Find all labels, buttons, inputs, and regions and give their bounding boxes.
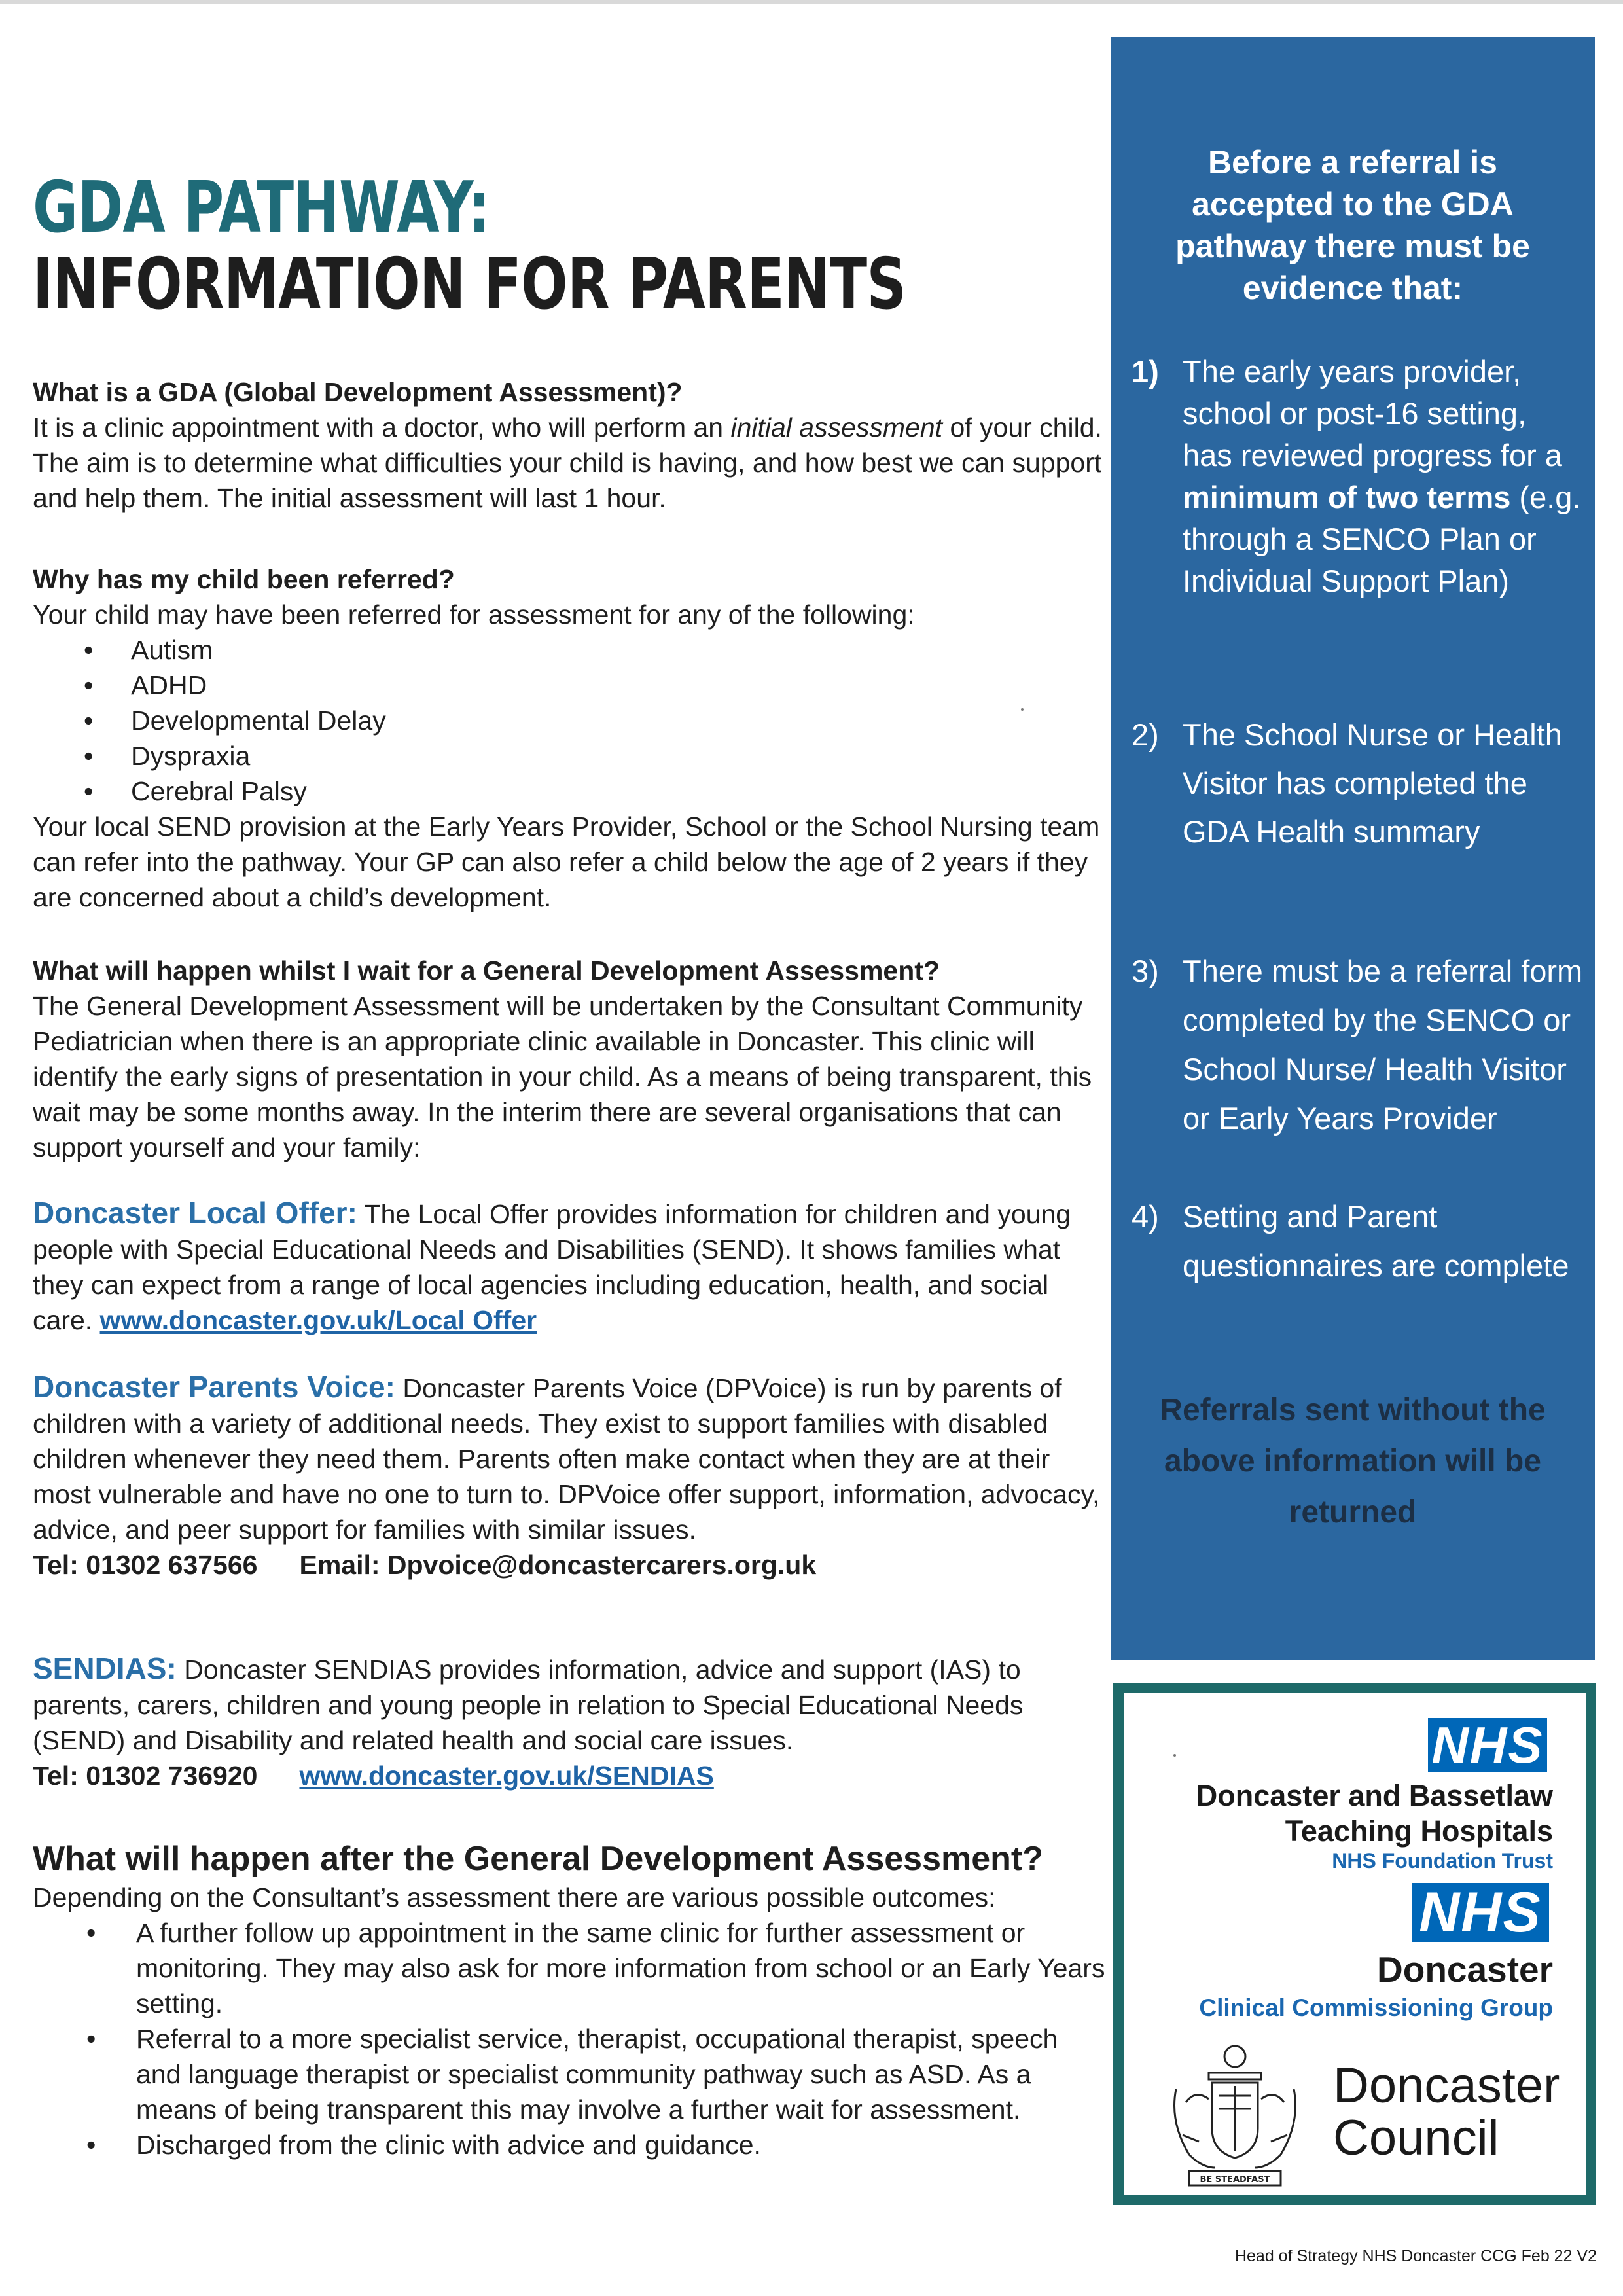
section-after-assessment — [33, 1838, 1106, 2162]
trust-name — [1196, 1778, 1553, 1849]
question-whilst-wait: What will happen whilst I wait for a General Development Assessment? — [33, 956, 940, 986]
parents-voice-text: Doncaster Parents Voice (DPVoice) is run by parents of children with a variety of additional needs. They exist to support families with disabled children whenever they need them. Parents often make contact when they are at their most vulnerable and have no one to turn to. DPVoice offer support, information, advocacy, advice, and peer support for families with similar issues. — [33, 1373, 1100, 1545]
list-item: • Dyspraxia — [33, 738, 1106, 774]
section-parents-voice — [33, 1369, 1106, 1583]
step-text: Setting and Parent questionnaires are complete — [1183, 1199, 1569, 1283]
list-item: • Developmental Delay — [33, 703, 1106, 738]
partner-logos-box — [1113, 1683, 1596, 2205]
step-number: 4) — [1132, 1199, 1159, 1234]
requirement-step-3 — [1132, 946, 1583, 1143]
whilst-wait-text: The General Development Assessment will be undertaken by the Consultant Community Pediatrician when there is an appropriate clinic available in Doncaster. This clinic will identify the early signs of presentation in your child. As a means of being transparent, this wait may be some months away. In the interim there are several organisations that can support yourself and your family: — [33, 991, 1092, 1162]
list-item: • Autism — [33, 632, 1106, 668]
list-item: • Referral to a more specialist service, therapist, occupational therapist, speech and language therapist or specialist community pathway such as ASD. As a means of being transparent this may involve a further wait for assessment. — [33, 2021, 1106, 2127]
list-item: • Cerebral Palsy — [33, 774, 1106, 809]
step-number: 2) — [1132, 717, 1159, 752]
parents-voice-email[interactable]: Email: Dpvoice@doncastercarers.org.uk — [299, 1550, 817, 1580]
requirement-step-1 — [1132, 351, 1583, 602]
section-whilst-wait — [33, 953, 1106, 1165]
council-name-line2: Council — [1333, 2110, 1499, 2166]
local-offer-text: The Local Offer provides information for children and young people with Special Educational Needs and Disabilities (SEND). It shows families what they can expect from a range of local agencies including education, health, and social care. — [33, 1199, 1071, 1335]
local-offer-paragraph — [33, 1195, 1106, 1338]
parents-voice-tel: Tel: 01302 637566 — [33, 1550, 258, 1580]
why-referred-intro: Your child may have been referred for assessment for any of the following: — [33, 600, 915, 630]
requirement-step-4 — [1132, 1192, 1583, 1290]
section-local-offer — [33, 1195, 1106, 1338]
trust-subtitle: NHS Foundation Trust — [1332, 1849, 1553, 1873]
step-text-bold: minimum of two terms — [1183, 480, 1511, 514]
step-text — [1183, 351, 1583, 602]
after-intro: Depending on the Consultant’s assessment there are various possible outcomes: — [33, 1882, 996, 1912]
answer-text-italic: initial assessment — [730, 412, 943, 442]
nhs-logo: NHS — [1412, 1883, 1549, 1942]
referral-requirements-panel — [1111, 37, 1595, 1660]
sendias-link[interactable]: www.doncaster.gov.uk/SENDIAS — [299, 1761, 714, 1791]
scan-top-edge — [0, 0, 1623, 4]
list-item: • A further follow up appointment in the same clinic for further assessment or monitoring. They may also ask for more information from school or an Early Years setting. — [33, 1915, 1106, 2021]
document-footer: Head of Strategy NHS Doncaster CCG Feb 22 V2 — [1234, 2247, 1597, 2265]
council-name-line1: Doncaster — [1333, 2058, 1560, 2113]
list-item: • Discharged from the clinic with advice and guidance. — [33, 2127, 1106, 2162]
question-after-assessment: What will happen after the General Development Assessment? — [33, 1840, 1044, 1878]
page-title-line2: INFORMATION FOR PARENTS — [33, 243, 906, 325]
ccg-subtitle: Clinical Commissioning Group — [1199, 1994, 1553, 2021]
local-offer-link[interactable]: www.doncaster.gov.uk/Local Offer — [99, 1305, 537, 1335]
question-what-is-gda: What is a GDA (Global Development Assessment)? — [33, 377, 683, 407]
council-name — [1333, 2060, 1560, 2164]
page-title-line1: GDA PATHWAY: — [33, 167, 490, 249]
list-item: • ADHD — [33, 668, 1106, 703]
sendias-contact — [33, 1758, 1106, 1793]
panel-heading: Before a referral is accepted to the GDA pathway there must be evidence that: — [1175, 144, 1530, 306]
question-why-referred: Why has my child been referred? — [33, 564, 455, 594]
section-what-is-gda — [33, 374, 1106, 516]
parents-voice-contact — [33, 1547, 1106, 1583]
sendias-tel: Tel: 01302 736920 — [33, 1761, 258, 1791]
sendias-paragraph — [33, 1651, 1106, 1758]
answer-text-end: of your child. The aim is to determine what difficulties your child is having, and how best we can support and help them. The initial assessment will last 1 hour. — [33, 412, 1102, 513]
step-text: The School Nurse or Health Visitor has completed the GDA Health summary — [1183, 717, 1562, 849]
council-crest-icon — [1163, 2037, 1307, 2194]
scan-speck — [1021, 708, 1024, 711]
step-text: There must be a referral form completed by the SENCO or School Nurse/ Health Visitor or Early Years Provider — [1183, 954, 1583, 1136]
local-offer-name: Doncaster Local Offer: — [33, 1196, 357, 1230]
section-why-referred — [33, 562, 1106, 915]
answer-what-is-gda — [33, 410, 1106, 516]
nhs-logo: NHS — [1428, 1718, 1547, 1772]
sendias-text: Doncaster SENDIAS provides information, advice and support (IAS) to parents, carers, children and young people in relation to Special Educational Needs (SEND) and Disability and related health and social care issues. — [33, 1655, 1024, 1755]
step-text-start: The early years provider, school or post-16 setting, has reviewed progress for a — [1183, 354, 1562, 473]
step-number: 1) — [1132, 354, 1159, 389]
outcomes-list — [33, 1915, 1106, 2162]
conditions-list — [33, 632, 1106, 809]
parents-voice-paragraph — [33, 1369, 1106, 1547]
step-text-end: (e.g. through a SENCO Plan or Individual Support Plan) — [1183, 480, 1581, 598]
parents-voice-name: Doncaster Parents Voice: — [33, 1370, 395, 1404]
requirement-step-2 — [1132, 711, 1583, 856]
trust-name-line1: Doncaster and Bassetlaw — [1196, 1779, 1553, 1812]
answer-text-start: It is a clinic appointment with a doctor, who will perform an — [33, 412, 731, 442]
step-number: 3) — [1132, 954, 1159, 988]
crest-motto: BE STEADFAST — [1200, 2175, 1270, 2185]
trust-name-line2: Teaching Hospitals — [1285, 1814, 1553, 1848]
ccg-name: Doncaster — [1377, 1949, 1553, 1990]
why-referred-outro: Your local SEND provision at the Early Years Provider, School or the School Nursing team can refer into the pathway. Your GP can also refer a child below the age of 2 years if they are concerned about a child’s development. — [33, 812, 1100, 912]
section-sendias — [33, 1651, 1106, 1793]
sendias-name: SENDIAS: — [33, 1651, 177, 1685]
scan-speck — [1173, 1754, 1176, 1757]
referral-warning: Referrals sent without the above information will be returned — [1160, 1393, 1546, 1530]
